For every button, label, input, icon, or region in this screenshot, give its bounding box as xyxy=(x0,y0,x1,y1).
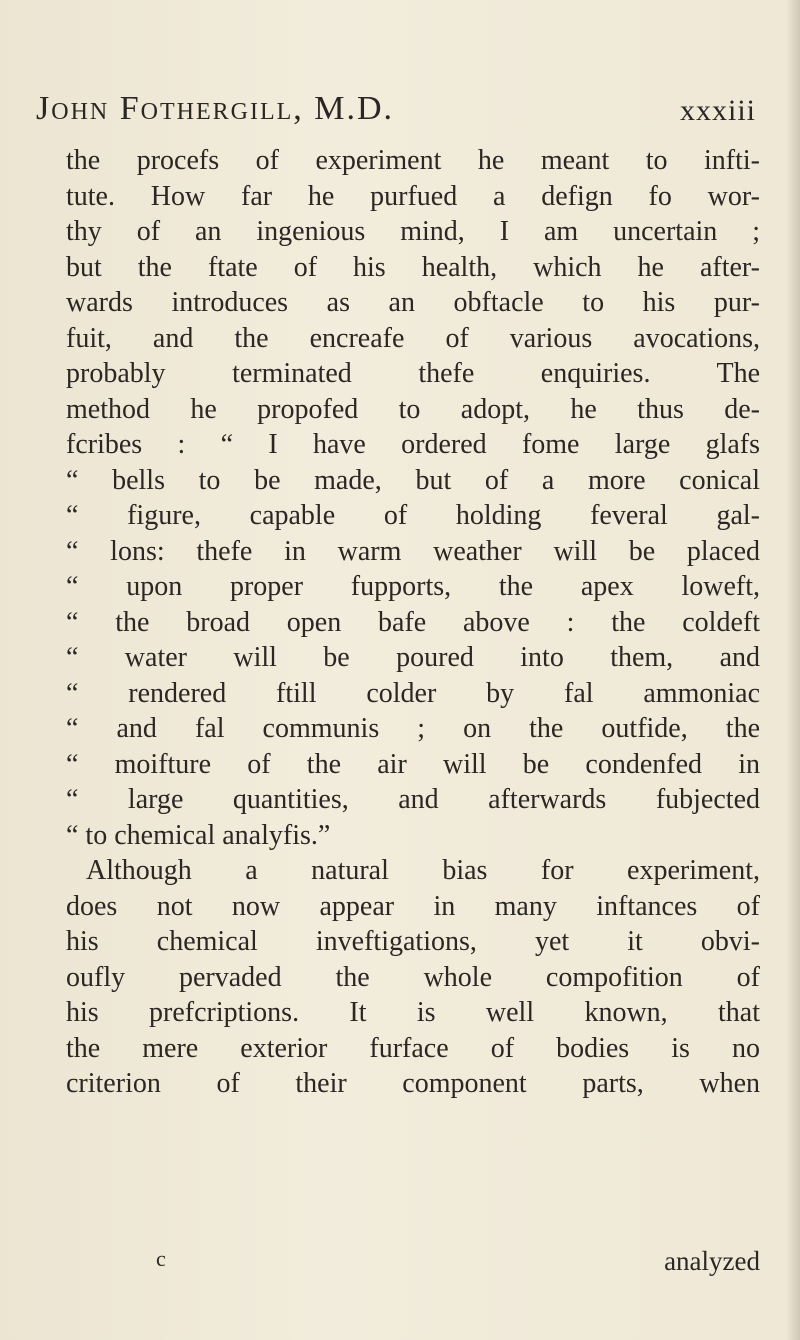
text-line: fcribes : “ I have ordered fome large glafs xyxy=(66,429,760,460)
paragraph-start-line: Although a natural bias for experiment, xyxy=(86,855,760,886)
text-line: the mere exterior furface of bodies is no xyxy=(66,1032,760,1064)
text-line: method he propofed to adopt, he thus de- xyxy=(66,393,760,425)
quote-line: “ upon proper fupports, the apex loweft, xyxy=(66,571,760,602)
quote-line: “ bells to be made, but of a more conical xyxy=(66,464,760,496)
page-footer xyxy=(66,1246,760,1282)
text-line: the procefs of experiment he meant to infti- xyxy=(66,145,760,176)
text-line: his prefcriptions. It is well known, that xyxy=(66,997,760,1028)
quote-line: “ lons: thefe in warm weather will be placed xyxy=(66,535,760,567)
quote-line-end: “ to chemical analyfis.” xyxy=(66,819,331,851)
text-line: tute. How far he purfued a defign fo wor- xyxy=(66,180,760,212)
quote-line: “ rendered ftill colder by fal ammoniac xyxy=(66,677,760,709)
text-line: his chemical inveftigations, yet it obvi- xyxy=(66,926,760,957)
body-text xyxy=(66,143,760,1102)
text-line: thy of an ingenious mind, I am uncertain ; xyxy=(66,216,760,247)
quote-line: “ large quantities, and afterwards fubjected xyxy=(66,784,760,815)
quote-line: “ water will be poured into them, and xyxy=(66,642,760,673)
text-line: does not now appear in many inftances of xyxy=(66,890,760,922)
text-line: wards introduces as an obftacle to his pur- xyxy=(66,287,760,318)
page-edge-shadow xyxy=(786,0,800,1340)
quote-line: “ figure, capable of holding feveral gal- xyxy=(66,500,760,531)
quote-line: “ moifture of the air will be condenfed in xyxy=(66,748,760,780)
text-line: criterion of their component parts, when xyxy=(66,1068,760,1099)
quote-line: “ the broad open bafe above : the coldeft xyxy=(66,606,760,638)
signature-mark: c xyxy=(156,1246,166,1271)
text-line: oufly pervaded the whole compofition of xyxy=(66,961,760,993)
text-line: fuit, and the encreafe of various avocations, xyxy=(66,322,760,354)
catchword: analyzed xyxy=(664,1246,760,1276)
text-line: but the ftate of his health, which he after- xyxy=(66,251,760,283)
text-line: probably terminated thefe enquiries. The xyxy=(66,358,760,389)
running-head xyxy=(36,90,756,134)
quote-line: “ and fal communis ; on the outfide, the xyxy=(66,713,760,744)
running-head-title: John Fothergill, M.D. xyxy=(36,90,395,127)
page-number: xxxiii xyxy=(679,94,756,127)
